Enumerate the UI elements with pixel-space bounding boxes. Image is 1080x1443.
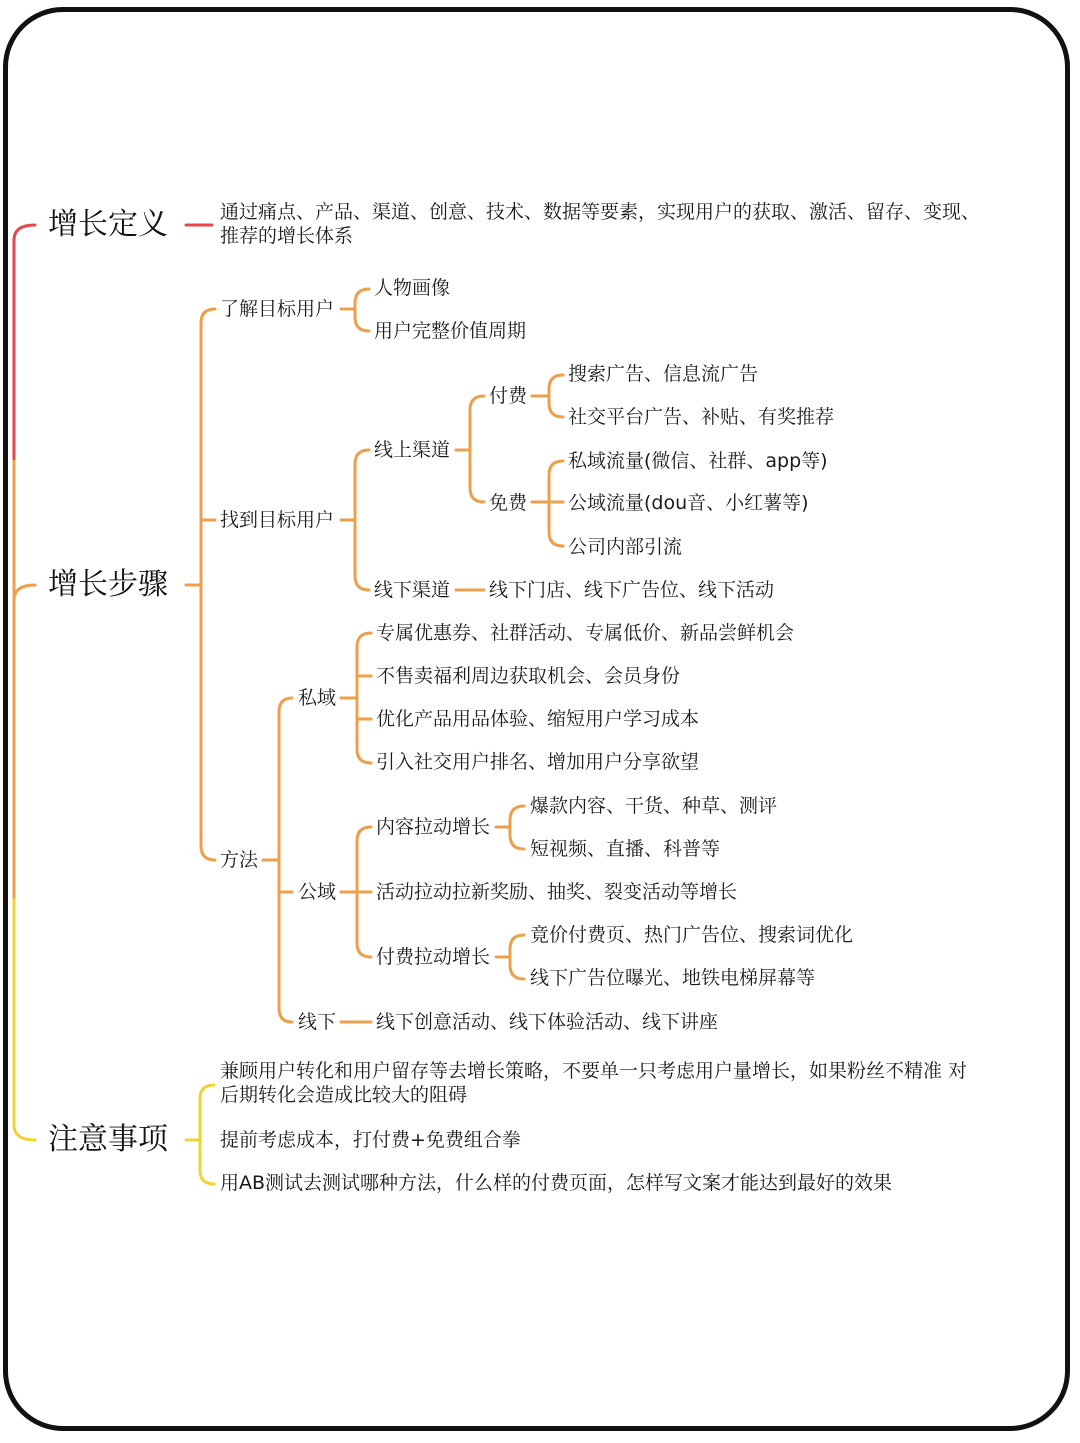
know-users-bracket (355, 289, 369, 331)
private-item-1: 专属优惠券、社群活动、专属低价、新品尝鲜机会 (376, 622, 795, 644)
private-bracket (357, 633, 371, 763)
note-item-1: 兼顾用户转化和用户留存等去增长策略，不要单一只考虑用户量增长，如果粉丝不精准 对后期转化会造成比较大的阻碍 (220, 1060, 968, 1106)
content-item-1: 爆款内容、干货、种草、测评 (530, 795, 778, 817)
content-label: 内容拉动增长 (376, 816, 491, 838)
know-users-item-1: 人物画像 (374, 277, 451, 299)
paid-item-1: 搜索广告、信息流广告 (568, 363, 759, 385)
paid-bracket (549, 375, 563, 417)
definition-title: 增长定义 (48, 207, 168, 242)
offline-method-label: 线下 (298, 1011, 337, 1033)
note-item-3: 用AB测试去测试哪种方法，什么样的付费页面，怎样写文案才能达到最好的效果 (220, 1172, 893, 1194)
offline-method-text: 线下创意活动、线下体验活动、线下讲座 (376, 1011, 719, 1033)
free-item-1: 私域流量(微信、社群、app等) (568, 450, 828, 472)
private-label: 私域 (298, 687, 337, 709)
free-label: 免费 (489, 492, 528, 514)
online-label: 线上渠道 (374, 439, 451, 461)
public-label: 公域 (298, 881, 337, 903)
content-item-2: 短视频、直播、科普等 (530, 838, 721, 860)
know-users-item-2: 用户完整价值周期 (374, 320, 527, 342)
free-item-3: 公司内部引流 (568, 536, 683, 558)
steps-bracket (201, 309, 215, 860)
paid-item-2: 社交平台广告、补贴、有奖推荐 (568, 406, 835, 428)
find-users-bracket (355, 450, 369, 590)
definition-text: 通过痛点、产品、渠道、创意、技术、数据等要素，实现用户的获取、激活、留存、变现、推荐的增长体系 (220, 201, 981, 247)
root-spine-orange-branch (14, 585, 35, 600)
know-users-label: 了解目标用户 (220, 298, 335, 320)
root-spine-red (14, 225, 35, 460)
steps-title: 增长步骤 (48, 567, 168, 602)
private-item-3: 优化产品用品体验、缩短用户学习成本 (376, 708, 700, 730)
offline-channel-text: 线下门店、线下广告位、线下活动 (489, 579, 775, 601)
methods-bracket (279, 698, 292, 1022)
methods-label: 方法 (220, 849, 259, 871)
free-item-2: 公域流量(dou音、小红薯等) (568, 492, 809, 514)
root-spine-yellow (14, 900, 35, 1140)
paid-driven-bracket (510, 935, 524, 979)
notes-title: 注意事项 (48, 1122, 168, 1157)
paid-driven-item-2: 线下广告位曝光、地铁电梯屏幕等 (530, 967, 816, 989)
paid-driven-item-1: 竟价付费页、热门广告位、搜索词优化 (530, 924, 854, 946)
content-bracket (510, 806, 524, 849)
paid-driven-label: 付费拉动增长 (376, 946, 491, 968)
find-users-label: 找到目标用户 (220, 509, 335, 531)
private-item-2: 不售卖福利周边获取机会、会员身份 (376, 665, 681, 687)
notes-bracket (200, 1085, 214, 1184)
online-bracket (470, 396, 484, 502)
paid-label: 付费 (489, 385, 528, 407)
offline-channel-label: 线下渠道 (374, 579, 451, 601)
private-item-4: 引入社交用户排名、增加用户分享欲望 (376, 751, 700, 773)
note-item-2: 提前考虑成本，打付费+免费组合拳 (220, 1129, 521, 1151)
activity-text: 活动拉动拉新奖励、抽奖、裂变活动等增长 (376, 881, 738, 903)
